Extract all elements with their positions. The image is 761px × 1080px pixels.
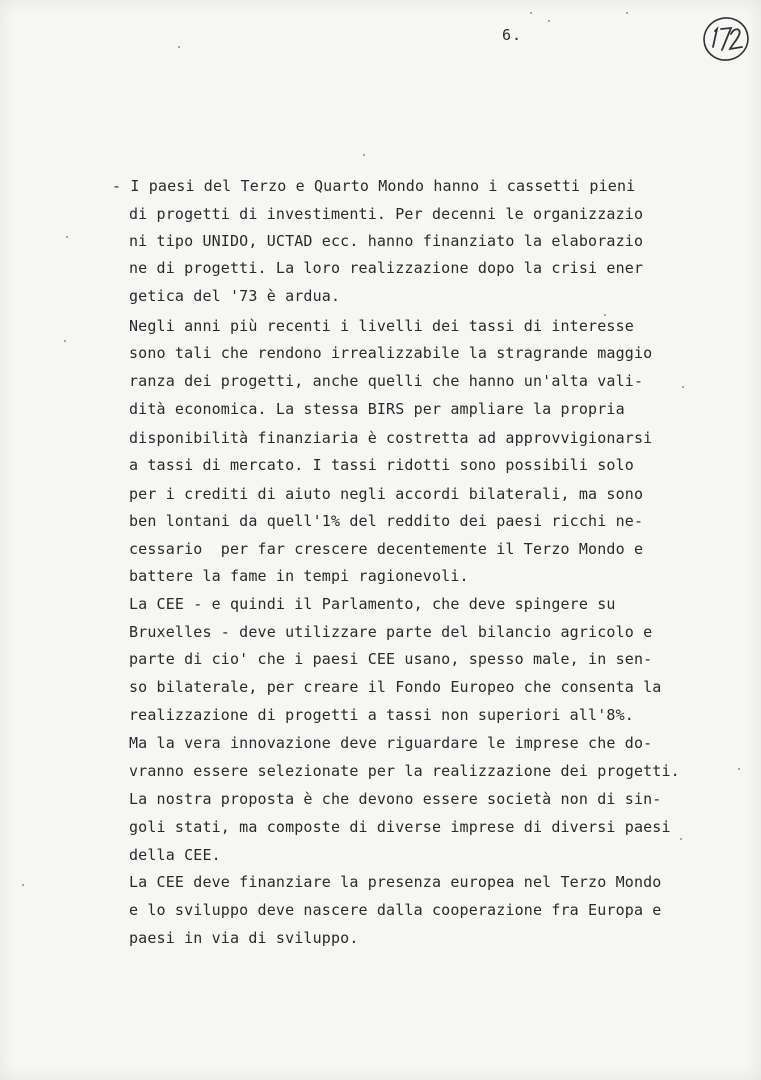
text-line: ben lontani da quell'1% del reddito dei paesi ricchi ne- [129,512,644,530]
text-line: ne di progetti. La loro realizzazione dopo la crisi ener [129,259,644,277]
scan-speck [363,154,365,156]
scan-speck [66,236,68,238]
text-line: per i crediti di aiuto negli accordi bilaterali, ma sono [129,485,644,503]
scan-speck [604,314,606,316]
text-line: a tassi di mercato. I tassi ridotti sono possibili solo [129,456,634,474]
text-line: paesi in via di sviluppo. [129,929,359,947]
scan-speck [22,884,24,886]
text-line: realizzazione di progetti a tassi non superiori all'8%. [129,706,634,724]
scan-speck [680,838,682,840]
text-line: La CEE deve finanziare la presenza europea nel Terzo Mondo [129,873,662,891]
text-line: Bruxelles - deve utilizzare parte del bilancio agricolo e [129,623,653,641]
text-line: goli stati, ma composte di diverse imprese di diversi paesi [129,818,671,836]
text-line: - I paesi del Terzo e Quarto Mondo hanno i cassetti pieni [112,177,636,195]
text-line: e lo sviluppo deve nascere dalla cooperazione fra Europa e [129,901,662,919]
text-line: ni tipo UNIDO, UCTAD ecc. hanno finanziato la elaborazio [129,232,644,250]
text-line: La nostra proposta è che devono essere società non di sin- [129,790,662,808]
scan-speck [548,20,550,22]
text-line: battere la fame in tempi ragionevoli. [129,567,469,585]
text-line: parte di cio' che i paesi CEE usano, spesso male, in sen- [129,650,653,668]
text-line: getica del '73 è ardua. [129,287,341,305]
scan-speck [682,386,684,388]
text-line: vranno essere selezionate per la realizzazione dei progetti. [129,762,680,780]
text-line: di progetti di investimenti. Per decenni le organizzazio [129,205,644,223]
text-line: della CEE. [129,846,221,864]
text-line: Negli anni più recenti i livelli dei tassi di interesse [129,317,634,335]
scan-speck [178,46,180,48]
page-number: 6. [502,26,523,44]
scan-speck [530,12,532,14]
text-line: dità economica. La stessa BIRS per ampliare la propria [129,400,625,418]
text-line: sono tali che rendono irrealizzabile la stragrande maggio [129,344,653,362]
scan-speck [626,12,628,14]
handwritten-folio-number [700,12,752,64]
text-line: Ma la vera innovazione deve riguardare le imprese che do- [129,734,653,752]
scan-speck [738,768,740,770]
text-line: disponibilità finanziaria è costretta ad approvvigionarsi [129,429,653,447]
scan-speck [64,340,66,342]
text-line: cessario per far crescere decentemente il Terzo Mondo e [129,540,644,558]
text-line: La CEE - e quindi il Parlamento, che deve spingere su [129,595,616,613]
text-line: so bilaterale, per creare il Fondo Europeo che consenta la [129,678,662,696]
text-line: ranza dei progetti, anche quelli che hanno un'alta vali- [129,372,644,390]
